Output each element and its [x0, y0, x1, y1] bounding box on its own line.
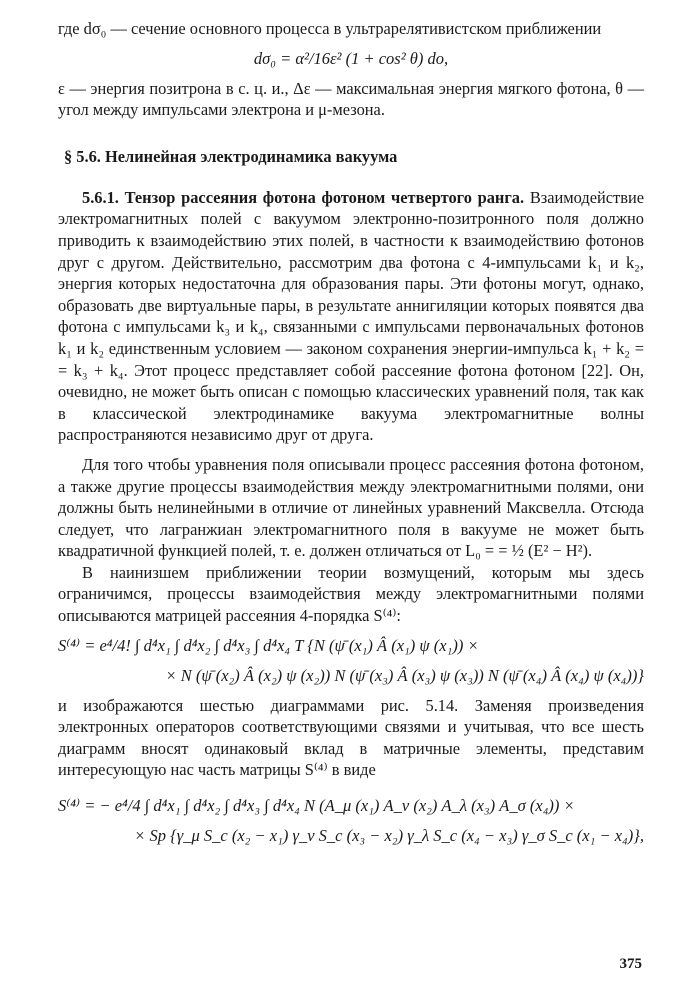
paragraph-definitions: ε — энергия позитрона в с. ц. и., Δε — максимальная энергия мягкого фотона, θ — угол между импульсами электрона и μ-мезона.	[58, 78, 644, 120]
page-number: 375	[619, 956, 642, 972]
paragraph-photon-scattering: Взаимодействие электромагнитных полей с вакуумом электронно-позитронного поля должно приводить к взаимодействию этих полей, в частности к взаимодействию фотонов друг с другом. Действительно, рассмотрим два фотона с 4-импульсами k₁ и k₂, энергия которых недостаточна для образования пары. Эти фотоны могут, однако, образовать две виртуальные пары, в результате аннигиляции которых появятся два фотона с импульсами k₃ и k₄, связанными с импульсами первоначальных фотонов k₁ и k₂ единственным условием — законом сохранения энергии-импульса k₁ + k₂ = = k₃ + k₄. Этот процесс представляет собой рассеяние фотона фотоном [22]. Он, очевидно, не может быть описан с помощью классических уравнений поля, так как в классической электродинамике вакуума электромагнитные волны распространяются независимо друг от друга.	[58, 187, 644, 445]
paragraph-nonlinear: Для того чтобы уравнения поля описывали процесс рассеяния фотона фотоном, а также другие процессы взаимодействия между электромагнитными полями, они должны быть нелинейными в отличие от линейных уравнений Максвелла. Отсюда следует, что лагранжиан электромагнитного поля в вакууме не может быть квадратичной функцией полей, т. е. должен отличаться от L₀ = = ½ (E² − H²).	[58, 454, 644, 561]
text-block-2	[58, 78, 644, 121]
equation-s4-line1: S⁽⁴⁾ = e⁴/4! ∫ d⁴x₁ ∫ d⁴x₂ ∫ d⁴x₃ ∫ d⁴x₄ T {N (ψ̄ (x₁) Â (x₁) ψ (x₁)) ×	[58, 635, 479, 655]
paragraph-perturbation: В наинизшем приближении теории возмущений, которым мы здесь ограничимся, процессы взаимодействия между электромагнитными полями описываются матрицей рассеяния 4-порядка S⁽⁴⁾:	[58, 562, 644, 626]
section-heading: § 5.6. Нелинейная электродинамика вакуума	[64, 146, 398, 166]
equation-s4-line2: × N (ψ̄ (x₂) Â (x₂) ψ (x₂)) N (ψ̄ (x₃) Â (x₃) ψ (x₃)) N (ψ̄ (x₄) Â (x₄) ψ (x₄))}	[165, 665, 644, 685]
text-block-3	[58, 187, 644, 627]
equation-s4-trace-line1: S⁽⁴⁾ = − e⁴/4 ∫ d⁴x₁ ∫ d⁴x₂ ∫ d⁴x₃ ∫ d⁴x₄ N (A_μ (x₁) A_ν (x₂) A_λ (x₃) A_σ (x₄)) ×	[58, 796, 575, 816]
paragraph-diagrams: и изображаются шестью диаграммами рис. 5.14. Заменяя произведения электронных операторов соответствующими связями и учитывая, что все шесть диаграмм вносят одинаковый вклад в матричные элементы, представим интересующую нас часть матрицы S⁽⁴⁾ в виде	[58, 695, 644, 780]
text-block	[58, 18, 644, 40]
equation-s4-trace-line2: × Sp {γ_μ S_c (x₂ − x₁) γ_ν S_c (x₃ − x₂) γ_λ S_c (x₄ − x₃) γ_σ S_c (x₁ − x₄)},	[134, 826, 644, 846]
subsection-heading: 5.6.1. Тензор рассеяния фотона фотоном четвертого ранга.	[82, 187, 525, 207]
paragraph-intro: где dσ₀ — сечение основного процесса в ультрарелятивистском приближении	[58, 19, 602, 38]
text-block-4	[58, 695, 644, 781]
equation-cross-section: dσ₀ = α²/16ε² (1 + cos² θ) do,	[253, 48, 449, 68]
